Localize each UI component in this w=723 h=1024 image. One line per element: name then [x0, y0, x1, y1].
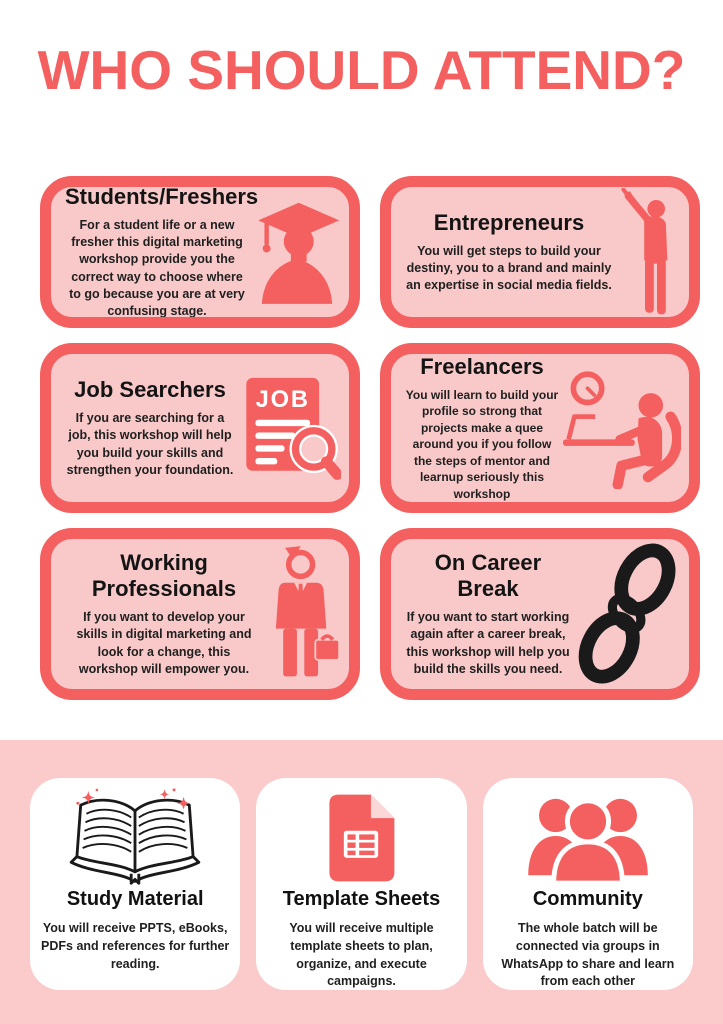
feature-community [483, 778, 693, 990]
card-entrepreneurs [380, 176, 700, 328]
spreadsheet-file-icon [264, 792, 458, 884]
card-title: Freelancers [420, 353, 544, 379]
feature-text: The whole batch will be connected via groups in WhatsApp to share and learn from each other [501, 921, 675, 989]
job-document-search-icon [239, 372, 341, 484]
feature-title: Template Sheets [282, 888, 441, 910]
card-title: Entrepreneurs [433, 209, 585, 235]
community-people-icon [491, 792, 685, 884]
professional-with-briefcase-icon [263, 546, 341, 682]
chain-links-icon [575, 543, 681, 685]
card-content [405, 210, 613, 295]
feature-text: You will receive PPTS, eBooks, PDFs and references for further reading. [41, 921, 230, 971]
card-text: If you are searching for a job, this workshop will help you build your skills and strengthen your foundation. [66, 411, 234, 477]
benefits-grid [30, 778, 693, 990]
card-title: Students/Freshers [65, 183, 259, 209]
graduate-icon [253, 193, 341, 311]
benefits-section [0, 740, 723, 1024]
card-content [405, 354, 559, 503]
card-title: On Career Break [434, 550, 542, 601]
card-text: If you want to start working again after a career break, this workshop will help you build the skills you need. [406, 610, 570, 676]
card-text: If you want to develop your skills in digital marketing and look for a change, this workshop will empower you. [76, 610, 252, 676]
card-on-career-break [380, 528, 700, 700]
card-job-searchers [40, 343, 360, 513]
freelancer-at-desk-icon [563, 367, 681, 489]
audience-cards-grid [40, 176, 700, 700]
card-students-freshers [40, 176, 360, 328]
svg-text:JOB: JOB [255, 387, 310, 414]
card-title: Working Professionals [91, 550, 237, 601]
feature-template-sheets [256, 778, 466, 990]
card-text: For a student life or a new fresher this digital marketing workshop provide you the correct way to choose where to go because you are at very confusing stage. [69, 217, 245, 318]
entrepreneur-pointing-icon [617, 188, 681, 316]
card-content [65, 377, 235, 479]
card-text: You will learn to build your profile so strong that projects make a quee around you if you follow the steps of mentor and learnup seriously this workshop [405, 387, 559, 501]
page-title: WHO SHOULD ATTEND? [37, 39, 686, 101]
feature-study-material [30, 778, 240, 990]
card-working-professionals [40, 528, 360, 700]
card-content [65, 183, 259, 321]
feature-text: You will receive multiple template sheets to plan, organize, and execute campaigns. [289, 921, 434, 989]
card-title: Job Searchers [74, 377, 226, 402]
card-text: You will get steps to build your destiny, you to a brand and mainly an expertise in social media fields. [406, 243, 612, 293]
feature-title: Community [532, 888, 643, 910]
card-freelancers [380, 343, 700, 513]
feature-title: Study Material [66, 888, 204, 910]
card-content [405, 550, 571, 678]
open-book-icon [38, 792, 232, 884]
card-content [65, 550, 259, 678]
